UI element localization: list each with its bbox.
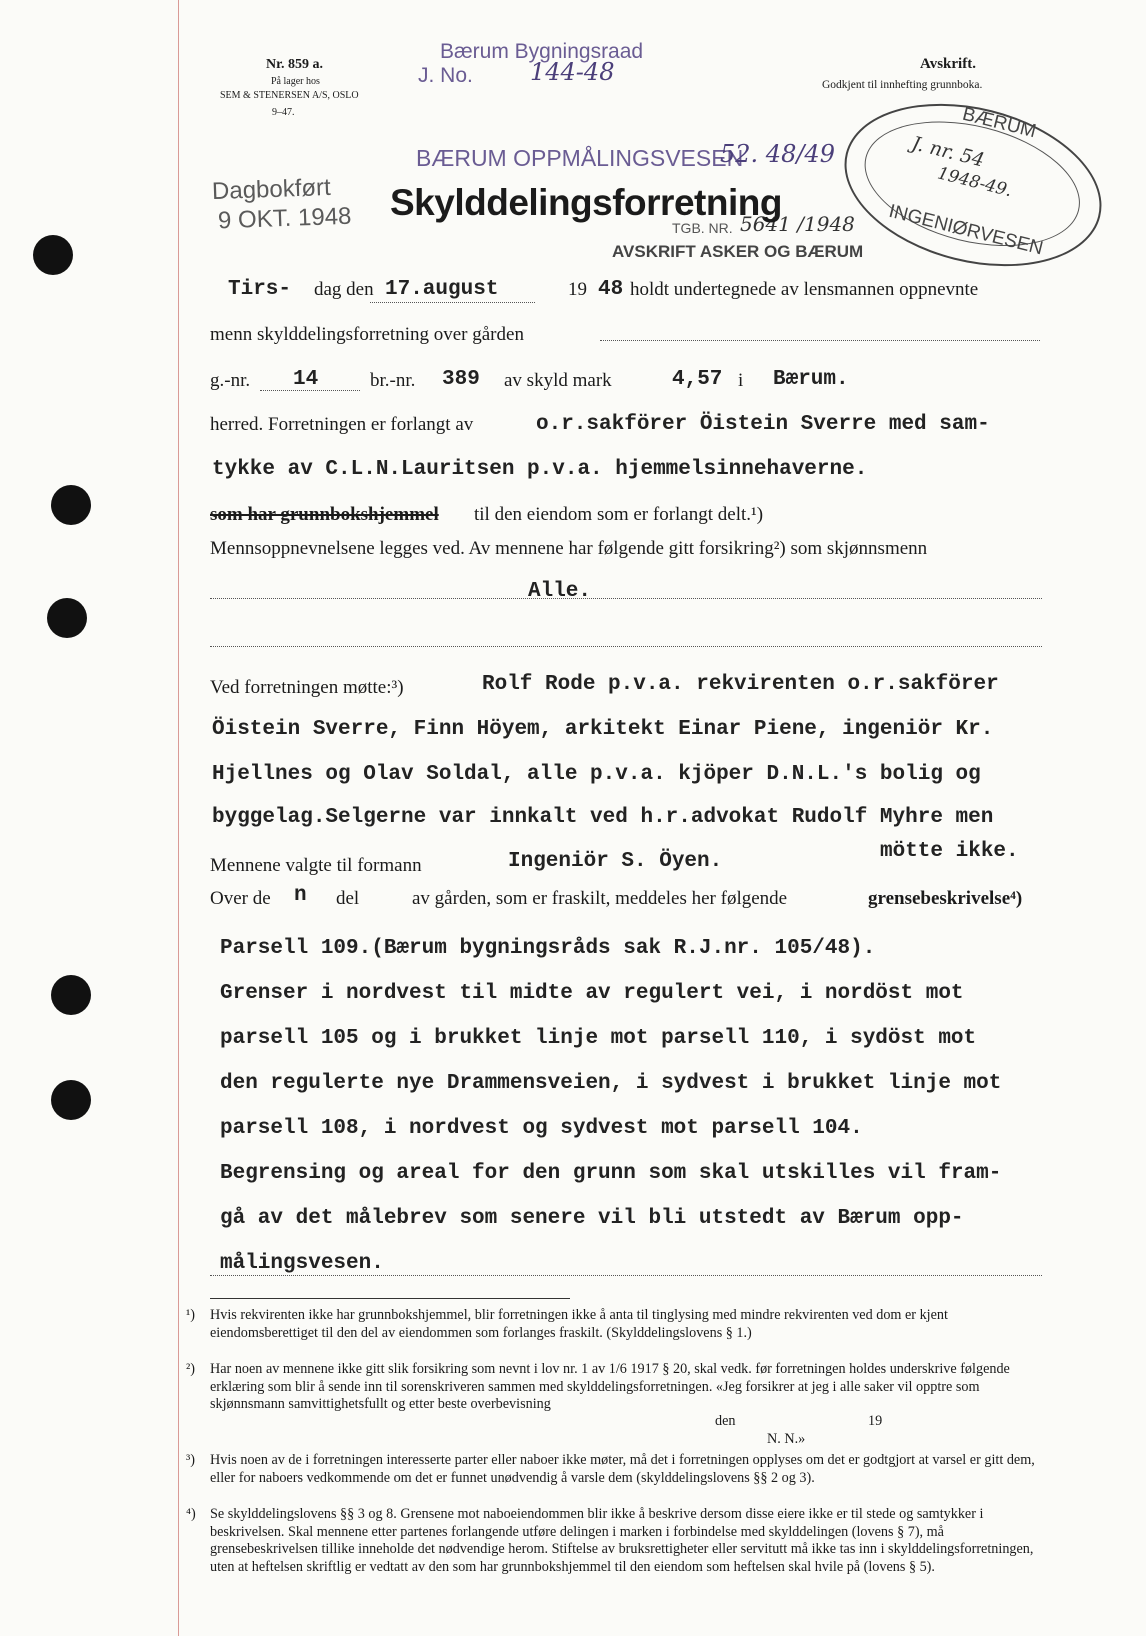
place-value: Bærum. — [773, 368, 849, 391]
seal-journal: J. nr. 54 — [909, 132, 987, 172]
publisher-name: SEM & STENERSEN A/S, OSLO — [220, 90, 359, 101]
description-line4: den regulerte nye Drammensveien, i sydvest i brukket linje mot — [220, 1072, 1002, 1095]
journal-number: 144-48 — [530, 58, 615, 86]
over-de-label: Over de — [210, 888, 271, 909]
binder-hole — [51, 485, 91, 525]
form-date: 9–47. — [272, 107, 295, 118]
attendees-line4: byggelag.Selgerne var innkalt ved h.r.advokat Rudolf Myhre men — [212, 806, 994, 829]
footnote-text: Hvis noen av de i forretningen interesserte parter eller naboer ikke møter, må det i forretningen opplyses om det er godtgjort at varsel er gitt dem, eller for naboers vedkommende om det er funnet unødvendig å varsle dem (skylddelingslovens §§ 2 og 3). — [210, 1452, 1035, 1486]
attendees-line3: Hjellnes og Olav Soldal, alle p.v.a. kjöper D.N.L.'s bolig og — [212, 763, 981, 786]
stamp-oppmalingsvesen: BÆRUM OPPMÅLINGSVESEN — [416, 145, 744, 171]
footnote-separator — [210, 1298, 570, 1299]
attendees-line2: Öistein Sverre, Finn Höyem, arkitekt Einar Piene, ingeniör Kr. — [212, 718, 994, 741]
stamp-tgb-label: TGB. NR. — [672, 220, 733, 236]
intro-text: holdt undertegnede av lensmannen oppnevnte — [630, 279, 979, 300]
i-label: i — [738, 370, 744, 391]
year-field: 48 — [598, 278, 624, 301]
ingeniorvesen-seal — [827, 79, 1118, 292]
formann-value: Ingeniör S. Öyen. — [508, 850, 723, 873]
formann-label: Mennene valgte til formann — [210, 855, 422, 876]
binder-hole — [51, 1080, 91, 1120]
grensebeskrivelse-label: grensebeskrivelse⁴) — [868, 888, 1023, 909]
attendees-line1: Rolf Rode p.v.a. rekvirenten o.r.sakförer — [482, 673, 999, 696]
footnote-marker: ³) — [186, 1452, 195, 1468]
weekday-field: Tirs- — [228, 278, 292, 301]
dotted-line — [600, 340, 1040, 341]
gnr-value: 14 — [293, 368, 319, 391]
seal-bottom-text: INGENIØRVESEN — [886, 200, 1046, 260]
date-field: 17.august — [385, 278, 499, 301]
footnote-marker: ⁴) — [186, 1506, 196, 1522]
stamp-bygningsraad: Bærum Bygningsraad — [440, 40, 644, 63]
tgb-number: 5641 /1948 — [740, 212, 855, 236]
requester-line1: o.r.sakförer Öistein Sverre med sam- — [536, 413, 990, 436]
footnote-2 — [186, 1361, 1050, 1414]
herred-label: herred. Forretningen er forlangt av — [210, 414, 474, 435]
skjonnsmenn-value: Alle. — [528, 580, 592, 603]
over-garden-label: menn skylddelingsforretning over gården — [210, 324, 524, 345]
footnote-2-year: 19 — [868, 1413, 883, 1429]
stamp-dagbok-date: 9 OKT. 1948 — [217, 202, 352, 235]
stamp-avskrift-asker: AVSKRIFT ASKER OG BÆRUM — [612, 242, 864, 261]
description-line1: Parsell 109.(Bærum bygningsråds sak R.J.nr. 105/48). — [220, 937, 876, 960]
footnote-text: Har noen av mennene ikke gitt slik forsikring som nevnt i lov nr. 1 av 1/6 1917 § 20, skal vedk. før forretningen holdes underskrive følgende erklæring som blir å sende inn til sorenskriveren sammen med skylddelingsforretningen. «Jeg forsikrer at jeg i alle saker vil opptre som skjønnsmann samvittighetsfullt og etter beste overbevisning — [210, 1361, 1010, 1413]
description-line3: parsell 105 og i brukket linje mot parsell 110, i sydöst mot — [220, 1027, 977, 1050]
binder-hole — [47, 598, 87, 638]
footnote-3 — [186, 1452, 1050, 1487]
dotted-line — [210, 598, 1042, 599]
margin-line — [178, 0, 179, 1636]
dotted-line — [370, 302, 535, 303]
eiendom-text: til den eiendom som er forlangt delt.¹) — [474, 504, 764, 525]
description-line5: parsell 108, i nordvest og sydvest mot parsell 104. — [220, 1117, 863, 1140]
footnote-2-signature: N. N.» — [767, 1431, 806, 1447]
dotted-line — [210, 1275, 1042, 1276]
struck-text: som har grunnbokshjemmel — [210, 504, 439, 525]
stamp-journal-label: J. No. — [418, 64, 473, 87]
brnr-value: 389 — [442, 368, 480, 391]
footnote-4 — [186, 1506, 1050, 1576]
binder-hole — [33, 235, 73, 275]
den-label: dag den — [314, 279, 374, 300]
stamp-dagbokfort: Dagbokført — [211, 173, 332, 206]
brnr-label: br.-nr. — [370, 370, 416, 391]
motte-label: Ved forretningen møtte:³) — [210, 677, 404, 698]
dotted-line — [260, 390, 360, 391]
footnote-marker: ²) — [186, 1361, 195, 1377]
binder-hole — [51, 975, 91, 1015]
century-label: 19 — [568, 279, 587, 300]
description-line6: Begrensing og areal for den grunn som skal utskilles vil fram- — [220, 1162, 1002, 1185]
godkjent-note: Godkjent til innhefting grunnboka. — [822, 79, 983, 91]
form-number: Nr. 859 a. — [266, 57, 324, 72]
footnote-marker: ¹) — [186, 1307, 195, 1323]
skyld-label: av skyld mark — [504, 370, 612, 391]
attendees-line5: mötte ikke. — [880, 840, 1019, 863]
requester-line2: tykke av C.L.N.Lauritsen p.v.a. hjemmelsinnehaverne. — [212, 458, 868, 481]
garden-text: av gården, som er fraskilt, meddeles her følgende — [412, 888, 788, 909]
footnote-2-den: den — [715, 1413, 736, 1429]
footnote-text: Hvis rekvirenten ikke har grunnbokshjemmel, blir forretningen ikke å anta til tinglysing med mindre rekvirenten ved dom er kjent eiendomsberettiget til den del av eiendommen som forlanges fraskilt. (Skylddelingslovens § 1.) — [210, 1307, 948, 1341]
mennsoppnevnelse-text: Mennsoppnevnelsene legges ved. Av mennene har følgende gitt forsikring²) som skjønnsmenn — [210, 538, 928, 559]
footnote-text: Se skylddelingslovens §§ 3 og 8. Grensene mot naboeiendommen blir ikke å beskrive dersom disse eiere ikke er til stede og samtykker i beskrivelsen. Skal mennene etter partenes forlangende utføre delingen i marken i forbindelse med skylddelingen (lovens § 7), må grensebeskrivelsen tillike inneholde det nødvendige herom. Stiftelse av bruksrettigheter eller servitutt må ikke tas inn i skylddelingsforretningen, uten at heftelsen skriftlig er vedtatt av den som har grunnbokshjemmel til den eiendom som heftelsen skal hvile på (lovens § 5). — [210, 1506, 1034, 1575]
description-line2: Grenser i nordvest til midte av regulert vei, i nordöst mot — [220, 982, 964, 1005]
document-title: Skylddelingsforretning — [390, 182, 782, 223]
skyld-value: 4,57 — [672, 368, 723, 391]
del-label: del — [336, 888, 360, 909]
dotted-line — [210, 646, 1042, 647]
description-line8: målingsvesen. — [220, 1252, 384, 1275]
del-number: n — [294, 884, 307, 907]
footnote-1 — [186, 1307, 1050, 1342]
description-line7: gå av det målebrev som senere vil bli utstedt av Bærum opp- — [220, 1207, 964, 1230]
seal-year: 1948-49. — [935, 163, 1015, 202]
gnr-label: g.-nr. — [210, 370, 251, 391]
oppmaling-number: 52. 48/49 — [720, 140, 835, 168]
avskrift-label: Avskrift. — [920, 56, 976, 72]
publisher-line: På lager hos — [271, 76, 320, 87]
seal-top-text: BÆRUM — [960, 103, 1039, 143]
